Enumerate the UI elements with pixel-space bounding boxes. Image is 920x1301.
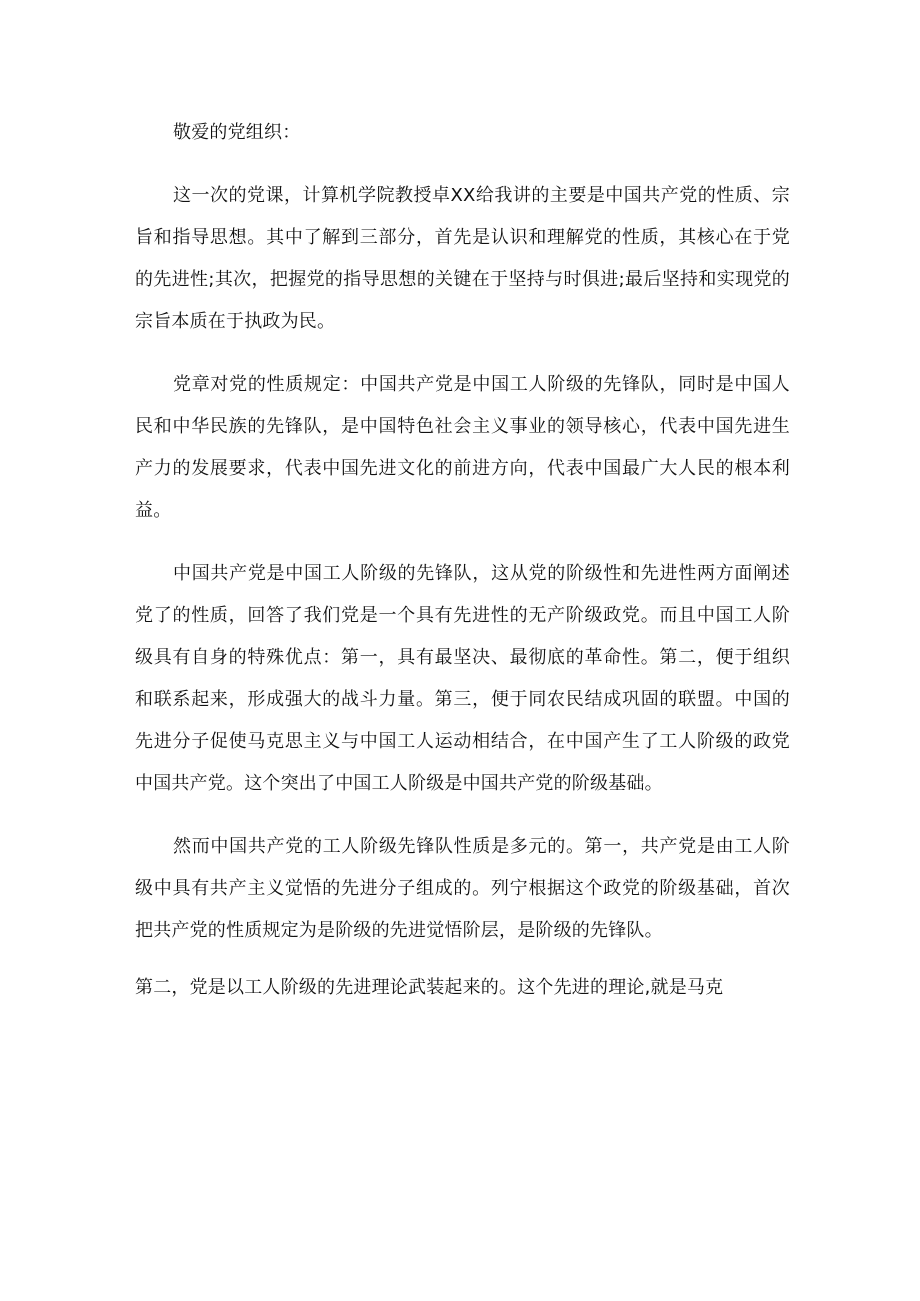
salutation: 敬爱的党组织： [173, 122, 301, 143]
paragraph-2: 党章对党的性质规定：中国共产党是中国工人阶级的先锋队，同时是中国人民和中华民族的先锋队，是中国特色社会主义事业的领导核心，代表中国先进生产力的发展要求，代表中国先进文化的前进方向，代表中国最广大人民的根本利益。 [135, 374, 790, 521]
document-body [135, 112, 790, 1030]
paragraph-4: 然而中国共产党的工人阶级先锋队性质是多元的。第一，共产党是由工人阶级中具有共产主义觉悟的先进分子组成的。列宁根据这个政党的阶级基础，首次把共产党的性质规定为是阶级的先进觉悟阶层，是阶级的先锋队。 [135, 836, 790, 941]
paragraph-3: 中国共产党是中国工人阶级的先锋队，这从党的阶级性和先进性两方面阐述党了的性质，回答了我们党是一个具有先进性的无产阶级政党。而且中国工人阶级具有自身的特殊优点：第一，具有最坚决、最彻底的革命性。第二，便于组织和联系起来，形成强大的战斗力量。第三，便于同农民结成巩固的联盟。中国的先进分子促使马克思主义与中国工人运动相结合，在中国产生了工人阶级的政党中国共产党。这个突出了中国工人阶级是中国共产党的阶级基础。 [135, 563, 790, 794]
paragraph-5-start: 第二，党是以工人阶级的先进理论武装起来的。这个先进的理论,就是马克 [135, 977, 724, 998]
paragraph-1: 这一次的党课，计算机学院教授卓XX给我讲的主要是中国共产党的性质、宗旨和指导思想。其中了解到三部分，首先是认识和理解党的性质，其核心在于党的先进性;其次，把握党的指导思想的关键在于坚持与时俱进;最后坚持和实现党的宗旨本质在于执政为民。 [135, 185, 790, 332]
